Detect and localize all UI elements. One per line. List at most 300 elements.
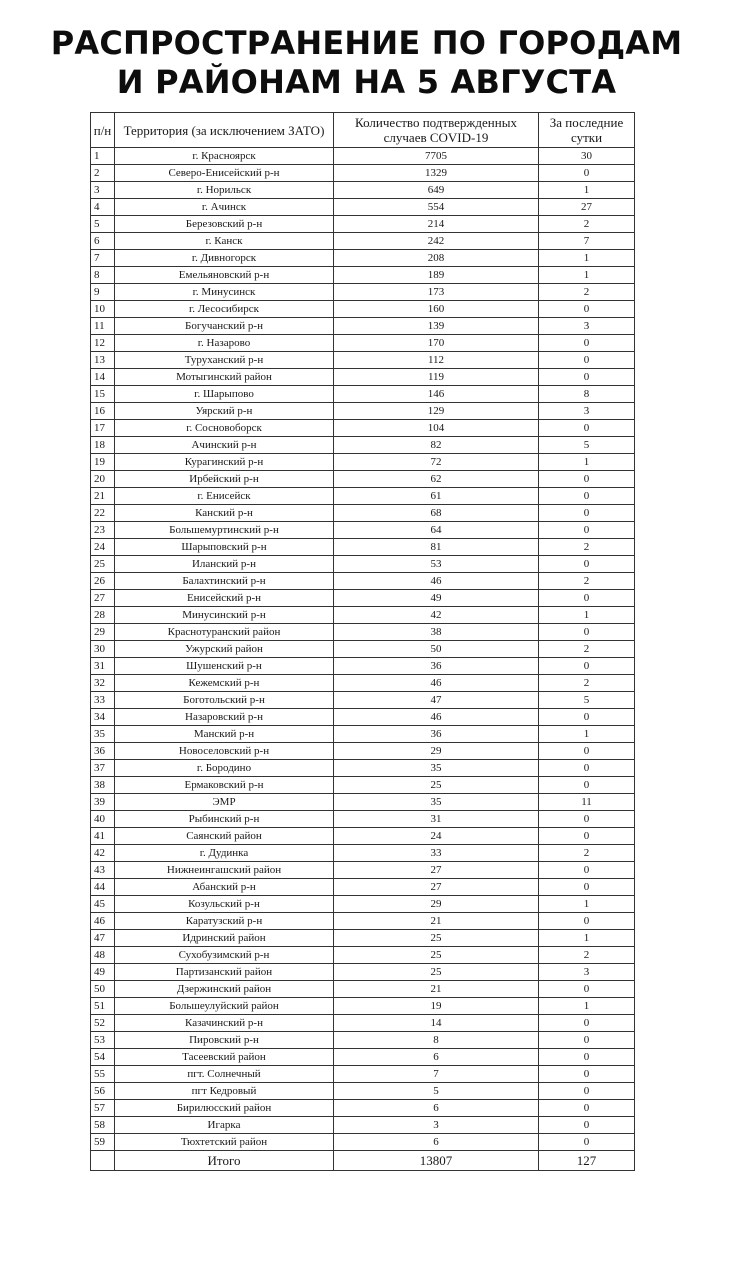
table-row	[91, 1100, 635, 1117]
row-last-day-cell: 3	[539, 403, 635, 420]
row-territory-cell: пгт. Солнечный	[115, 1066, 334, 1083]
row-cases-cell: 6	[334, 1100, 539, 1117]
row-territory-cell: Бирилюсский район	[115, 1100, 334, 1117]
row-last-day-cell: 1	[539, 250, 635, 267]
table-row	[91, 624, 635, 641]
row-last-day-cell: 0	[539, 1049, 635, 1066]
row-territory-cell: Курагинский р-н	[115, 454, 334, 471]
row-last-day-cell: 0	[539, 590, 635, 607]
row-number-cell: 15	[91, 386, 115, 403]
row-cases-cell: 31	[334, 811, 539, 828]
row-number-cell: 44	[91, 879, 115, 896]
row-last-day-cell: 0	[539, 335, 635, 352]
row-cases-cell: 242	[334, 233, 539, 250]
row-territory-cell: г. Норильск	[115, 182, 334, 199]
table-row	[91, 573, 635, 590]
row-cases-cell: 170	[334, 335, 539, 352]
row-territory-cell: г. Сосновоборск	[115, 420, 334, 437]
row-territory-cell: Казачинский р-н	[115, 1015, 334, 1032]
row-last-day-cell: 0	[539, 1134, 635, 1151]
row-number-cell: 40	[91, 811, 115, 828]
row-last-day-cell: 0	[539, 301, 635, 318]
row-last-day-cell: 7	[539, 233, 635, 250]
table-row	[91, 607, 635, 624]
row-territory-cell: г. Лесосибирск	[115, 301, 334, 318]
row-territory-cell: г. Минусинск	[115, 284, 334, 301]
row-number-cell: 33	[91, 692, 115, 709]
row-number-cell: 35	[91, 726, 115, 743]
table-row	[91, 947, 635, 964]
row-last-day-cell: 0	[539, 1015, 635, 1032]
total-label: Итого	[115, 1151, 334, 1171]
row-territory-cell: г. Енисейск	[115, 488, 334, 505]
row-last-day-cell: 0	[539, 1032, 635, 1049]
table-row	[91, 879, 635, 896]
row-last-day-cell: 0	[539, 505, 635, 522]
total-last-day: 127	[539, 1151, 635, 1171]
row-cases-cell: 46	[334, 675, 539, 692]
table-row	[91, 1049, 635, 1066]
row-number-cell: 53	[91, 1032, 115, 1049]
row-number-cell: 39	[91, 794, 115, 811]
row-territory-cell: ЭМР	[115, 794, 334, 811]
table-row	[91, 930, 635, 947]
row-cases-cell: 173	[334, 284, 539, 301]
row-last-day-cell: 0	[539, 658, 635, 675]
row-last-day-cell: 0	[539, 488, 635, 505]
row-last-day-cell: 1	[539, 267, 635, 284]
row-number-cell: 14	[91, 369, 115, 386]
table-row	[91, 1066, 635, 1083]
table-row	[91, 522, 635, 539]
row-cases-cell: 6	[334, 1134, 539, 1151]
row-last-day-cell: 27	[539, 199, 635, 216]
row-cases-cell: 8	[334, 1032, 539, 1049]
row-number-cell: 19	[91, 454, 115, 471]
row-cases-cell: 62	[334, 471, 539, 488]
table-row	[91, 641, 635, 658]
row-last-day-cell: 0	[539, 709, 635, 726]
row-number-cell: 50	[91, 981, 115, 998]
row-number-cell: 46	[91, 913, 115, 930]
row-last-day-cell: 0	[539, 1117, 635, 1134]
table-row	[91, 981, 635, 998]
row-number-cell: 16	[91, 403, 115, 420]
table-row	[91, 437, 635, 454]
row-number-cell: 43	[91, 862, 115, 879]
row-cases-cell: 208	[334, 250, 539, 267]
row-cases-cell: 139	[334, 318, 539, 335]
row-territory-cell: Ачинский р-н	[115, 437, 334, 454]
table-row	[91, 267, 635, 284]
row-last-day-cell: 1	[539, 607, 635, 624]
table-row	[91, 709, 635, 726]
row-number-cell: 31	[91, 658, 115, 675]
row-number-cell: 37	[91, 760, 115, 777]
table-row	[91, 352, 635, 369]
table-row	[91, 896, 635, 913]
row-number-cell: 56	[91, 1083, 115, 1100]
row-cases-cell: 27	[334, 862, 539, 879]
row-cases-cell: 29	[334, 896, 539, 913]
row-territory-cell: г. Бородино	[115, 760, 334, 777]
row-number-cell: 42	[91, 845, 115, 862]
row-territory-cell: Саянский район	[115, 828, 334, 845]
row-territory-cell: Рыбинский р-н	[115, 811, 334, 828]
table-row	[91, 590, 635, 607]
row-last-day-cell: 0	[539, 369, 635, 386]
row-last-day-cell: 1	[539, 998, 635, 1015]
row-last-day-cell: 1	[539, 930, 635, 947]
table-row	[91, 335, 635, 352]
row-number-cell: 41	[91, 828, 115, 845]
row-territory-cell: Кежемский р-н	[115, 675, 334, 692]
table-row	[91, 318, 635, 335]
table-row	[91, 964, 635, 981]
row-territory-cell: г. Дудинка	[115, 845, 334, 862]
row-number-cell: 22	[91, 505, 115, 522]
row-cases-cell: 129	[334, 403, 539, 420]
row-last-day-cell: 3	[539, 318, 635, 335]
table-row	[91, 692, 635, 709]
row-cases-cell: 82	[334, 437, 539, 454]
table-row	[91, 403, 635, 420]
row-cases-cell: 25	[334, 777, 539, 794]
row-territory-cell: Канский р-н	[115, 505, 334, 522]
table-row	[91, 216, 635, 233]
row-territory-cell: Боготольский р-н	[115, 692, 334, 709]
row-number-cell: 47	[91, 930, 115, 947]
row-last-day-cell: 2	[539, 539, 635, 556]
row-last-day-cell: 0	[539, 352, 635, 369]
table-row	[91, 182, 635, 199]
row-number-cell: 57	[91, 1100, 115, 1117]
row-territory-cell: Новоселовский р-н	[115, 743, 334, 760]
row-cases-cell: 36	[334, 658, 539, 675]
row-territory-cell: Шарыповский р-н	[115, 539, 334, 556]
header-confirmed-cases: Количество подтвержденных случаев COVID-19	[334, 113, 539, 148]
row-last-day-cell: 2	[539, 845, 635, 862]
row-last-day-cell: 5	[539, 692, 635, 709]
row-territory-cell: г. Канск	[115, 233, 334, 250]
table-row	[91, 386, 635, 403]
row-last-day-cell: 1	[539, 726, 635, 743]
row-last-day-cell: 2	[539, 675, 635, 692]
table-row	[91, 148, 635, 165]
header-last-day: За последние сутки	[539, 113, 635, 148]
row-last-day-cell: 0	[539, 828, 635, 845]
table-row	[91, 369, 635, 386]
row-territory-cell: Ирбейский р-н	[115, 471, 334, 488]
row-last-day-cell: 0	[539, 811, 635, 828]
row-last-day-cell: 30	[539, 148, 635, 165]
row-territory-cell: Енисейский р-н	[115, 590, 334, 607]
row-territory-cell: Идринский район	[115, 930, 334, 947]
row-territory-cell: Каратузский р-н	[115, 913, 334, 930]
row-territory-cell: Нижнеингашский район	[115, 862, 334, 879]
row-cases-cell: 5	[334, 1083, 539, 1100]
table-row	[91, 794, 635, 811]
row-territory-cell: Большеулуйский район	[115, 998, 334, 1015]
row-territory-cell: Уярский р-н	[115, 403, 334, 420]
table-row	[91, 301, 635, 318]
row-cases-cell: 649	[334, 182, 539, 199]
row-cases-cell: 49	[334, 590, 539, 607]
row-number-cell: 20	[91, 471, 115, 488]
row-last-day-cell: 0	[539, 862, 635, 879]
table-row	[91, 488, 635, 505]
row-number-cell: 45	[91, 896, 115, 913]
row-last-day-cell: 2	[539, 573, 635, 590]
row-territory-cell: Ермаковский р-н	[115, 777, 334, 794]
row-cases-cell: 53	[334, 556, 539, 573]
row-number-cell: 4	[91, 199, 115, 216]
row-territory-cell: Назаровский р-н	[115, 709, 334, 726]
table-row	[91, 675, 635, 692]
row-number-cell: 13	[91, 352, 115, 369]
row-cases-cell: 21	[334, 913, 539, 930]
table-row	[91, 233, 635, 250]
row-territory-cell: Пировский р-н	[115, 1032, 334, 1049]
row-cases-cell: 25	[334, 930, 539, 947]
table-row	[91, 420, 635, 437]
row-last-day-cell: 3	[539, 964, 635, 981]
row-cases-cell: 104	[334, 420, 539, 437]
page-title-line-2: И РАЙОНАМ НА 5 АВГУСТА	[116, 63, 617, 101]
row-territory-cell: г. Красноярск	[115, 148, 334, 165]
row-last-day-cell: 0	[539, 522, 635, 539]
row-number-cell: 32	[91, 675, 115, 692]
row-last-day-cell: 11	[539, 794, 635, 811]
table-row	[91, 726, 635, 743]
row-territory-cell: г. Дивногорск	[115, 250, 334, 267]
row-cases-cell: 42	[334, 607, 539, 624]
row-cases-cell: 46	[334, 709, 539, 726]
row-cases-cell: 21	[334, 981, 539, 998]
table-row	[91, 913, 635, 930]
row-cases-cell: 7705	[334, 148, 539, 165]
row-last-day-cell: 0	[539, 879, 635, 896]
row-last-day-cell: 0	[539, 777, 635, 794]
row-cases-cell: 29	[334, 743, 539, 760]
row-last-day-cell: 2	[539, 641, 635, 658]
table-row	[91, 845, 635, 862]
row-territory-cell: Краснотуранский район	[115, 624, 334, 641]
table-row	[91, 811, 635, 828]
row-territory-cell: г. Назарово	[115, 335, 334, 352]
row-last-day-cell: 0	[539, 1100, 635, 1117]
row-number-cell: 25	[91, 556, 115, 573]
row-number-cell: 11	[91, 318, 115, 335]
row-number-cell: 54	[91, 1049, 115, 1066]
row-last-day-cell: 0	[539, 624, 635, 641]
row-number-cell: 30	[91, 641, 115, 658]
row-last-day-cell: 0	[539, 981, 635, 998]
row-territory-cell: Богучанский р-н	[115, 318, 334, 335]
row-last-day-cell: 0	[539, 471, 635, 488]
row-cases-cell: 72	[334, 454, 539, 471]
row-number-cell: 51	[91, 998, 115, 1015]
row-number-cell: 24	[91, 539, 115, 556]
row-territory-cell: г. Шарыпово	[115, 386, 334, 403]
row-number-cell: 23	[91, 522, 115, 539]
covid-cases-table	[90, 112, 635, 1171]
row-last-day-cell: 0	[539, 1083, 635, 1100]
row-cases-cell: 35	[334, 794, 539, 811]
row-number-cell: 58	[91, 1117, 115, 1134]
row-cases-cell: 61	[334, 488, 539, 505]
table-header-row	[91, 113, 635, 148]
row-cases-cell: 7	[334, 1066, 539, 1083]
header-territory: Территория (за исключением ЗАТО)	[115, 113, 334, 148]
row-number-cell: 10	[91, 301, 115, 318]
row-territory-cell: Шушенский р-н	[115, 658, 334, 675]
row-last-day-cell: 2	[539, 284, 635, 301]
row-number-cell: 12	[91, 335, 115, 352]
row-cases-cell: 64	[334, 522, 539, 539]
row-territory-cell: Иланский р-н	[115, 556, 334, 573]
row-number-cell: 59	[91, 1134, 115, 1151]
table-row	[91, 284, 635, 301]
row-cases-cell: 146	[334, 386, 539, 403]
row-last-day-cell: 5	[539, 437, 635, 454]
row-territory-cell: пгт Кедровый	[115, 1083, 334, 1100]
row-cases-cell: 24	[334, 828, 539, 845]
row-cases-cell: 47	[334, 692, 539, 709]
row-number-cell: 1	[91, 148, 115, 165]
row-number-cell: 55	[91, 1066, 115, 1083]
row-number-cell: 48	[91, 947, 115, 964]
table-body	[91, 148, 635, 1151]
row-last-day-cell: 0	[539, 556, 635, 573]
header-number: п/н	[91, 113, 115, 148]
row-territory-cell: Мотыгинский район	[115, 369, 334, 386]
row-territory-cell: Партизанский район	[115, 964, 334, 981]
row-cases-cell: 3	[334, 1117, 539, 1134]
row-number-cell: 52	[91, 1015, 115, 1032]
row-cases-cell: 14	[334, 1015, 539, 1032]
total-cases: 13807	[334, 1151, 539, 1171]
table-row	[91, 556, 635, 573]
row-cases-cell: 50	[334, 641, 539, 658]
row-number-cell: 29	[91, 624, 115, 641]
row-cases-cell: 35	[334, 760, 539, 777]
table-row	[91, 165, 635, 182]
row-cases-cell: 112	[334, 352, 539, 369]
table-row	[91, 1015, 635, 1032]
row-territory-cell: Ужурский район	[115, 641, 334, 658]
row-cases-cell: 68	[334, 505, 539, 522]
row-cases-cell: 27	[334, 879, 539, 896]
row-last-day-cell: 0	[539, 743, 635, 760]
row-number-cell: 27	[91, 590, 115, 607]
row-last-day-cell: 8	[539, 386, 635, 403]
row-cases-cell: 189	[334, 267, 539, 284]
row-cases-cell: 38	[334, 624, 539, 641]
row-territory-cell: Минусинский р-н	[115, 607, 334, 624]
row-cases-cell: 1329	[334, 165, 539, 182]
row-number-cell: 26	[91, 573, 115, 590]
row-cases-cell: 214	[334, 216, 539, 233]
row-territory-cell: Балахтинский р-н	[115, 573, 334, 590]
table-row	[91, 1083, 635, 1100]
table-row	[91, 828, 635, 845]
row-cases-cell: 25	[334, 964, 539, 981]
table-row	[91, 777, 635, 794]
row-number-cell: 49	[91, 964, 115, 981]
row-number-cell: 36	[91, 743, 115, 760]
row-last-day-cell: 0	[539, 1066, 635, 1083]
table-row	[91, 1134, 635, 1151]
row-cases-cell: 36	[334, 726, 539, 743]
row-cases-cell: 25	[334, 947, 539, 964]
row-territory-cell: Сухобузимский р-н	[115, 947, 334, 964]
row-cases-cell: 33	[334, 845, 539, 862]
row-number-cell: 6	[91, 233, 115, 250]
row-last-day-cell: 2	[539, 947, 635, 964]
row-number-cell: 3	[91, 182, 115, 199]
row-cases-cell: 119	[334, 369, 539, 386]
total-row	[91, 1151, 635, 1171]
row-number-cell: 28	[91, 607, 115, 624]
page-title-line-1: РАСПРОСТРАНЕНИЕ ПО ГОРОДАМ	[50, 24, 683, 62]
row-territory-cell: Емельяновский р-н	[115, 267, 334, 284]
row-number-cell: 8	[91, 267, 115, 284]
row-last-day-cell: 0	[539, 165, 635, 182]
table-row	[91, 505, 635, 522]
table-row	[91, 743, 635, 760]
row-territory-cell: Тюхтетский район	[115, 1134, 334, 1151]
table-row	[91, 471, 635, 488]
row-number-cell: 18	[91, 437, 115, 454]
row-number-cell: 7	[91, 250, 115, 267]
table-row	[91, 658, 635, 675]
row-cases-cell: 46	[334, 573, 539, 590]
row-last-day-cell: 1	[539, 454, 635, 471]
row-number-cell: 5	[91, 216, 115, 233]
row-last-day-cell: 2	[539, 216, 635, 233]
total-number-cell	[91, 1151, 115, 1171]
row-number-cell: 34	[91, 709, 115, 726]
row-territory-cell: Большемуртинский р-н	[115, 522, 334, 539]
row-cases-cell: 554	[334, 199, 539, 216]
row-last-day-cell: 1	[539, 896, 635, 913]
row-cases-cell: 160	[334, 301, 539, 318]
row-number-cell: 38	[91, 777, 115, 794]
row-number-cell: 2	[91, 165, 115, 182]
row-cases-cell: 81	[334, 539, 539, 556]
row-last-day-cell: 0	[539, 913, 635, 930]
row-territory-cell: Тасеевский район	[115, 1049, 334, 1066]
row-last-day-cell: 0	[539, 420, 635, 437]
table-row	[91, 1032, 635, 1049]
row-territory-cell: Манский р-н	[115, 726, 334, 743]
table-row	[91, 454, 635, 471]
table-row	[91, 862, 635, 879]
row-territory-cell: Козульский р-н	[115, 896, 334, 913]
row-territory-cell: г. Ачинск	[115, 199, 334, 216]
row-last-day-cell: 0	[539, 760, 635, 777]
row-territory-cell: Игарка	[115, 1117, 334, 1134]
row-cases-cell: 6	[334, 1049, 539, 1066]
row-territory-cell: Березовский р-н	[115, 216, 334, 233]
row-territory-cell: Абанский р-н	[115, 879, 334, 896]
page-title	[0, 24, 733, 102]
row-territory-cell: Северо-Енисейский р-н	[115, 165, 334, 182]
row-number-cell: 21	[91, 488, 115, 505]
row-number-cell: 17	[91, 420, 115, 437]
table-row	[91, 539, 635, 556]
